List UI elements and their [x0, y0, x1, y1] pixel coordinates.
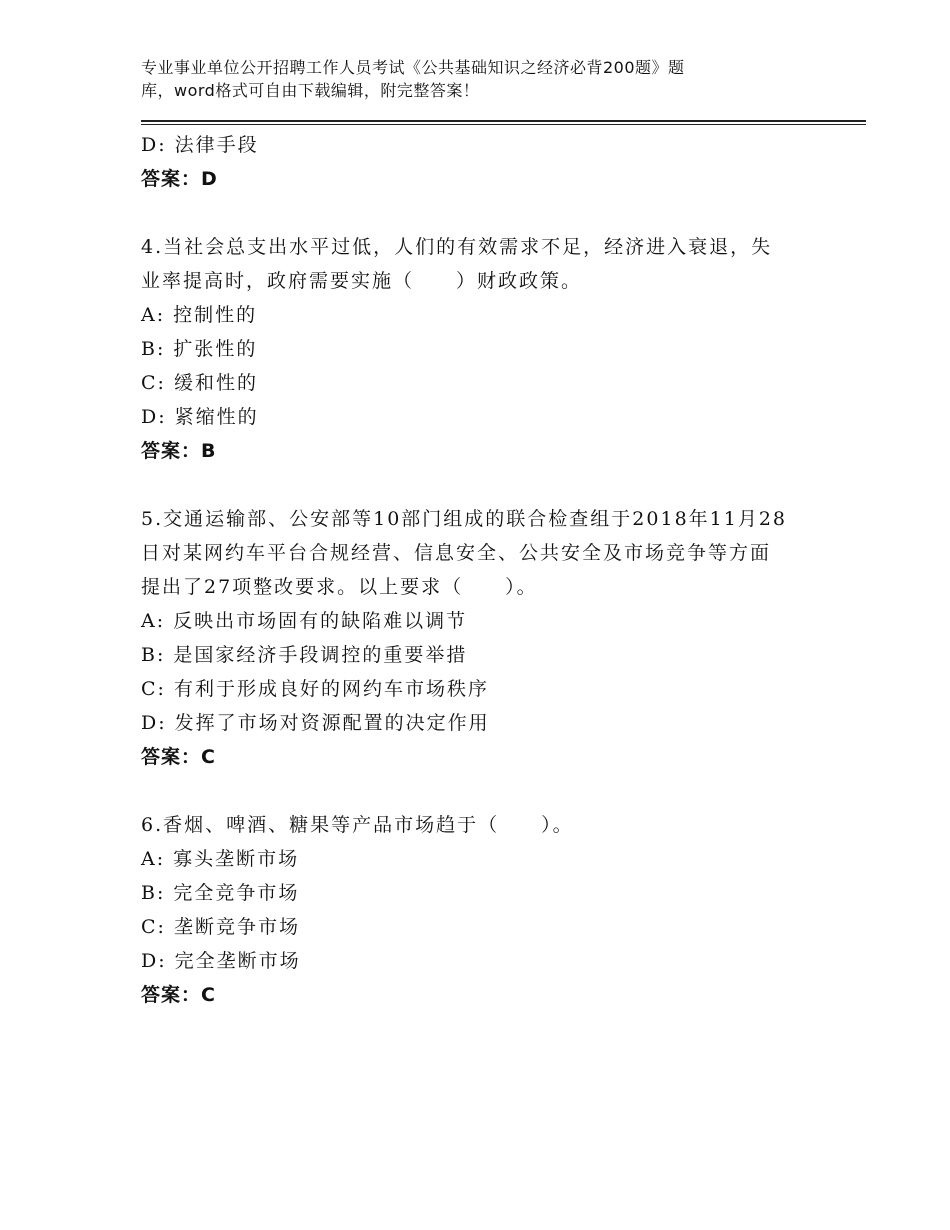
option-c: C: 垄断竞争市场 — [141, 916, 300, 938]
spacer — [141, 774, 831, 808]
option-a: A: 控制性的 — [141, 304, 258, 326]
header-divider-thin — [141, 124, 866, 125]
answer-label: 答案：C — [141, 746, 216, 768]
question-4 — [141, 230, 831, 468]
option-b: B: 完全竞争市场 — [141, 882, 300, 904]
question-stem: 业率提高时，政府需要实施（ ）财政政策。 — [141, 270, 583, 292]
question-5 — [141, 502, 831, 774]
header-title-line-1: 专业事业单位公开招聘工作人员考试《公共基础知识之经济必背200题》题 — [141, 58, 685, 77]
option-a: A: 寡头垄断市场 — [141, 848, 300, 870]
header-title-line-2: 库，word格式可自由下载编辑，附完整答案！ — [141, 81, 480, 100]
question-stem: 6.香烟、啤酒、糖果等产品市场趋于（ ）。 — [141, 814, 574, 836]
spacer — [141, 196, 831, 230]
question-stem: 5.交通运输部、公安部等10部门组成的联合检查组于2018年11月28 — [141, 508, 788, 530]
question-stem: 4.当社会总支出水平过低，人们的有效需求不足，经济进入衰退，失 — [141, 236, 773, 258]
answer-label: 答案：D — [141, 168, 218, 190]
option-c: C: 缓和性的 — [141, 372, 258, 394]
option-b: B: 扩张性的 — [141, 338, 258, 360]
option-b: B: 是国家经济手段调控的重要举措 — [141, 644, 468, 666]
question-6 — [141, 808, 831, 1012]
question-stem: 日对某网约车平台合规经营、信息安全、公共安全及市场竞争等方面 — [141, 542, 772, 564]
question-3-carryover — [141, 128, 831, 196]
option-d: D: 完全垄断市场 — [141, 950, 301, 972]
option-d: D: 紧缩性的 — [141, 406, 259, 428]
answer-label: 答案：C — [141, 984, 216, 1006]
option-d: D: 法律手段 — [141, 134, 259, 156]
option-d: D: 发挥了市场对资源配置的决定作用 — [141, 712, 490, 734]
option-c: C: 有利于形成良好的网约车市场秩序 — [141, 678, 489, 700]
option-a: A: 反映出市场固有的缺陷难以调节 — [141, 610, 468, 632]
question-stem: 提出了27项整改要求。以上要求（ ）。 — [141, 576, 538, 598]
spacer — [141, 468, 831, 502]
question-content — [141, 128, 831, 1012]
header-divider-thick — [141, 120, 866, 122]
answer-label: 答案：B — [141, 440, 217, 462]
page-header — [141, 56, 781, 102]
